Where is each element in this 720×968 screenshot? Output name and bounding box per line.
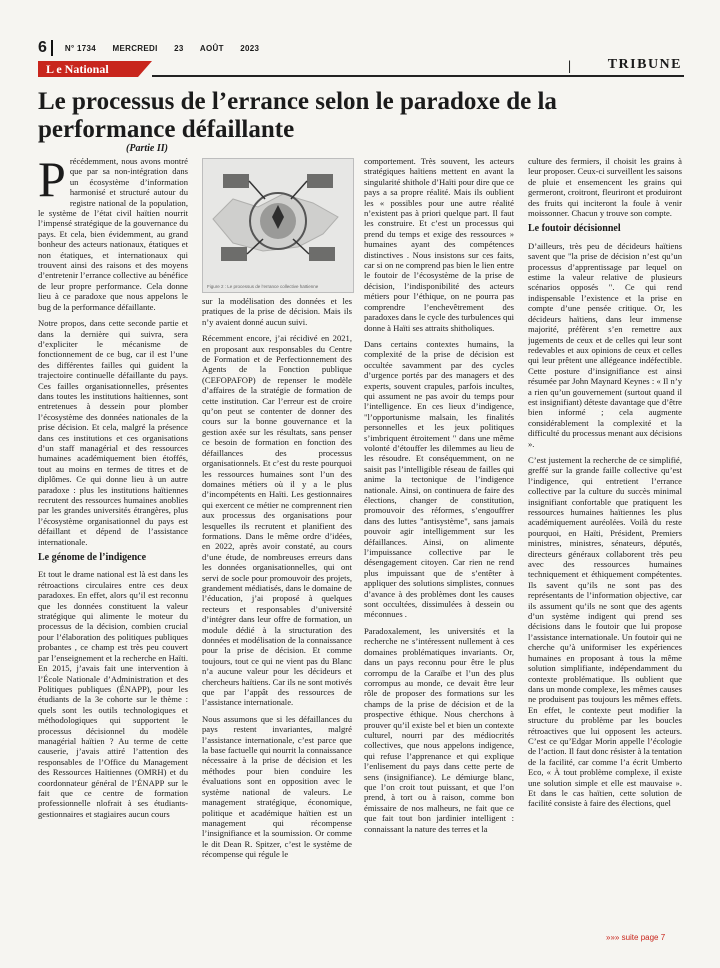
- article-subtitle: (Partie II): [126, 143, 168, 154]
- page-header: [38, 38, 684, 58]
- rubric-separator: |: [568, 59, 572, 74]
- section-tab: [38, 61, 138, 77]
- issue-info: [65, 44, 273, 53]
- column-3: [364, 156, 514, 926]
- rubric-label: TRIBUNE: [607, 57, 682, 72]
- article-figure: [202, 158, 354, 293]
- issue-month: AOÛT: [199, 43, 224, 53]
- issue-day: 23: [174, 43, 184, 53]
- issue-weekday: MERCREDI: [112, 43, 158, 53]
- paragraph: sur la modélisation des données et les pratiques de la prise de décision. Mais ils n’y avaient donné aucun suivi.: [202, 296, 352, 327]
- paragraph: culture des fermiers, il choisit les grains à leur proposer. Ceux-ci surveillent les saisons de pluie et ensemencent les grains qui germeront, croitront, fleuriront et produiront des fruits qui inciteront la foule à venir moissonner. Chacun y trouve son compte.: [528, 156, 682, 219]
- section-bar: [38, 57, 684, 77]
- paragraph: Et tout le drame national est là est dans les rétroactions circulaires entre ces deux paradoxes. En effet, alors qu’il est reconnu que les données constituent la valeur stratégique qui alimente le moteur du processus de la décision, combien crucial pour l’élaboration des politiques publiques probantes , ce champ est très peu couvert par l’enseignement et la recherche en Haïti. En 2015, j’avais fait une intervention à l’École Nationale d’Administration et des Politiques publiques (ÉNAPP), pour les étudiants de la 3e cohorte sur le thème : quels sont les outils technologiques et méthodologiques qui supportent le processus décisionnel du modèle managérial haïtien ? Au terme de cette causerie, j’avais attiré l’attention des responsables de l’Office du Management des Ressources Haïtiennes (OMRH) et du coordonnateur général de l’ÉNAPP sur le fait que ce centre de formation professionnelle nlofrait à ses étudiants-gestionnaires et stagiaires aucun cours: [38, 569, 188, 819]
- issue-year: 2023: [240, 43, 260, 53]
- header-divider: [51, 40, 53, 56]
- paragraph: D’ailleurs, très peu de décideurs haïtiens savent que "la prise de décision n’est qu’un processus d’apprentissage par lequel on estime la valeur relative de plusieurs scénarios opposés ". Ce qui rend indispensable l’existence et la prise en compte d’une pensée critique. Or, les décideurs haïtiens, dans leur immense majorité, préfèrent s’en remettre aux jugements de ceux et de celles qui leur sont redevables et aux opinions de ceux et celles qui leur prêtent une allégeance indéfectible. Cette posture d’insignifiance est ainsi résumée par John Maynard Keynes : « Il n’y a rien qu’un gouvernement (surtout quand il est insignifiant) déteste davantage que d’être bien informé ; cela augmente considérablement la complexité et la difficulté du processus menant aux décisions ».: [528, 240, 682, 449]
- column-2: [202, 296, 352, 926]
- paragraph: récédemment, nous avons montré que par sa non-intégration dans un écosystème d’information harmonisé et structuré autour du registre national de la population, le système de l’état civil haïtien nourrit l’impensé stratégique de la gouvernance du pays. Et cela, bien évidemment, au grand bonheur des acteurs nationaux, étatiques et non étatiques, et internationaux qui trouvent ainsi des raisons et des moyens d’entretenir l’errance collective au bénéfice de leur propre performance. Cela donne lieu à ce paradoxe que nous appelons le bug de la performance défaillante.: [38, 156, 188, 312]
- column-1: [38, 156, 188, 926]
- section-heading: Le génome de l’indigence: [38, 552, 147, 564]
- figure-illustration: [203, 159, 353, 281]
- section-heading: Le foutoir décisionnel: [528, 223, 621, 235]
- column-4: [528, 156, 682, 926]
- section-label: L e National: [46, 62, 109, 76]
- page-number: 6: [38, 39, 47, 56]
- paragraph: Dans certains contextes humains, la complexité de la prise de décision est occultée savamment par des cycles d’urgence portés par des managers et des experts, souvent crapules, parfois incultes, qui assument ne pas avoir du temps pour l’intelligence. En ces lieux d’indigence, "l’opportunisme malsain, les finalités personnelles et les jeux politiques s’imbriquent étroitement " dans une même volonté d’étouffer les dilemmes au lieu de les résoudre. Et conséquemment, on ne saisit pas l’intelligible réseau de failles qui anime la tectonique de l’indigence nationale. Ainsi, on continuera de faire des élections, changer de constitution, promouvoir des réformes, s’engouffrer dans des luttes "antisystème", sans jamais pouvoir agir intelligemment sur les défaillances. Ainsi, on alimente l’impuissance collective par le désengagement citoyen. Car rien ne rend plus impuissant que de s’entêter à appliquer des solutions simplistes, connues d’avance à des problèmes dont les causes sont occultées, dissimulées à dessein ou méconnues .: [364, 338, 514, 620]
- drop-cap: P: [38, 156, 66, 207]
- paragraph: C’est justement la recherche de ce simplifié, greffé sur la grande faille collective qu’est l’indigence, qui entretient l’errance collective par la culture du succès minimal insignifiant confortable que pratiquent les ressources humaines haïtiennes les plus académiquement auréolées. Voilà du reste pourquoi, en Haïti, Président, Premiers ministres, ministres, sénateurs, députés, directeurs généraux collaborent très peu avec des ressources humaines techniquement et éthiquement compétentes. Ils savent qu’ils ne sont pas des représentants de l’information objective, car ils assument qu’ils ne sont que des agents d’un système indigent qui prend ses décisions dans le foutoir que lui propose l’assistance internationale. Un foutoir qui ne cherche qu’à uniformiser les expériences humaines en proposant à tous la même solution simplifiante, indépendamment du contexte problématique. Ils oublient que dans un monde complexe, les mêmes causes ne produisent pas toujours les mêmes effets. En effet, le contexte peut modifier la structure du problème par les boucles rétroactives que lui opposent les acteurs. C’est ce qu’Edgar Morin appelle l’écologie de l’action. Il faut donc résister à la tentation de la facilité, car comme l’a écrit Umberto Eco, « À tout problème complexe, il existe une solution simple et elle est mauvaise ». Et dans le cas haïtien, cette solution de facilité consiste à faire des élections, quel: [528, 454, 682, 809]
- figure-caption: Figure 2 : Le processus de l’errance collective haïtienne: [207, 284, 319, 289]
- section-rule: [152, 75, 684, 77]
- paragraph: Paradoxalement, les universités et la recherche ne s’intéressent nullement à ces domaines problématiques invariants. Or, dans un pays reconnu pour être le plus corrompu de la Caraïbe et l’un des plus corrompus au monde, ce devait être leur rôle de proposer des formations sur les champs de la prise de décision et de la prospective éthique. Nous cherchons à prouver qu’il existe bel et bien un contexte culturel, nourri par des médiocrités collectives, que nous appelons indigence, qui refuse l’apprenance et qui explique l’enlisement du pays dans cette perte de sens (insignifiance). Le démiurge blanc, que l’on croit tout puissant, et que l’on prend, à tort ou à raison, comme bon émissaire de nos malheurs, ne fait que ce que fait tout bon jardinier intelligent : connaissant la nature des terres et la: [364, 625, 514, 834]
- paragraph: Nous assumons que si les défaillances du pays restent invariantes, malgré l’assistance internationale, c’est parce que la base factuelle qui nourrit la connaissance nécessaire à la prise de décision et les méthodes pour bien conduire les évaluations sont en opposition avec le système national de valeurs. Le management stratégique, économique, politique et académique haïtien est un management qui récompense l’insignifiance et la soumission. Or comme le dit Dean R. Spitzer, c’est le système de récompense qui régule le: [202, 713, 352, 860]
- paragraph: Notre propos, dans cette seconde partie et dans la dernière qui suivra, sera d’expliciter le mécanisme de fonctionnement de ce bug, car il est l’une des différentes failles qui guident la trajectoire continuelle défaillante du pays. Ces failles organisationnelles, présentes dans toutes les institutions haïtiennes, sont entretenues à dessein pour plomber l’écosystème des données nationales de la prise décision. Et cela, malgré la présence dans ces institutions et ces organisations d’un staff managérial et des ressources humaines académiquement bien étoffés, tout au moins en termes de titres et de diplômes. Ce qui donne lieu à un autre paradoxe : plus les institutions haïtiennes recrutent des ressources humaines anoblies par les grandes universités étrangères, plus l’écosystème organisationnel du pays est défaillant et dépend de l’assistance internationale.: [38, 318, 188, 547]
- continued-link[interactable]: »»» suite page 7: [606, 933, 666, 942]
- issue-number: N° 1734: [64, 43, 97, 53]
- article-title: Le processus de l’errance selon le paradoxe de la performance défaillante: [38, 88, 557, 143]
- paragraph: Récemment encore, j’ai récidivé en 2021, en proposant aux responsables du Centre de Formation et de Perfectionnement des Agents de la Fonction publique (CEFOPAFOP) de repenser le modèle d’affaires de la stratégie de formation de cette institution. Car l’erreur est de croire qu’on peut se contenter de donner des cours sur la bonne gouvernance et la gestion axée sur les résultats, sans penser ce besoin de formation en fonction des défaillances des processus organisationnels. Et c’est du reste pourquoi les ressources humaines sont l’un des domaines métiers où il y a le plus d’incompétents en Haïti. Les gestionnaires qui exercent ce métier ne comprennent rien aux processus des organisations pour lesquelles ils recrutent et planifient des formations. Dans le même ordre d’idées, en 2022, après avoir constaté, au cours d’une étude, de nombreuses erreurs dans les données organisationnelles, qui ont servi de socle pour promouvoir des projets, grandement médiatisés, dans le domaine de l’éducation, j’ai proposé à quelques recteurs et responsables d’université d’intégrer dans leur offre de formation, un module dédié à la structuration des données et modélisation de la connaissance pour la prise de décision. Et comme toujours, tout ce qui ne vient pas du Blanc n’a aucune valeur pour les décideurs et chercheurs haïtiens. Car ils ne sont motivés que par l’appât des ressources de l’assistance internationale.: [202, 333, 352, 708]
- paragraph: comportement. Très souvent, les acteurs stratégiques haïtiens mettent en avant la singularité shithole d’Haïti pour dire que ce pays a sa propre réalité. Mais ils oublient les « possibles pour une autre réalité n’existent pas à priori quelque part. Il faut les construire. Et c’est un processus qui prend du temps et exige des ressources » humaines ayant des compétences distinctives . Nous insistons sur ces faits, car si on ne comprend pas bien le lien entre le foutoir de l’écosystème de la prise de décision, l’indisponibilité des acteurs métiers pour l’éthique, on ne pourra pas comprendre l’enchevêtrement des paradoxes dans le cycle des turbulences qui donne à Haïti ses attraits shitholiques.: [364, 156, 514, 333]
